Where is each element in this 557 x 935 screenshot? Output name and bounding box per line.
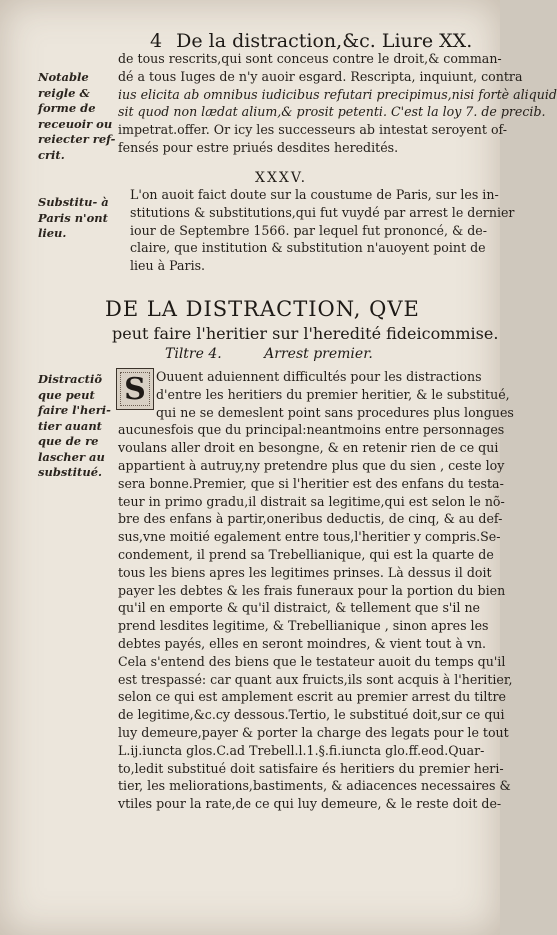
margin-note-distraction: Distractiõ que peut faire l'heri- tier auant que de re lascher au substitué.	[38, 372, 111, 479]
chapter-title: DE LA DISTRACTION, QVE	[105, 297, 420, 321]
page-header	[150, 30, 480, 52]
tiltre-label: Tiltre 4.	[165, 346, 222, 362]
section-numeral: XXXV.	[255, 170, 308, 186]
text-line: stitutions & substitutions,qui fut vuydé par arrest le dernier	[130, 204, 515, 220]
dropcap-initial: S	[116, 368, 154, 410]
chapter-subtitle: peut faire l'heritier sur l'heredité fideicommise.	[112, 324, 499, 343]
running-title: De la distraction,&c. Liure XX.	[176, 30, 473, 52]
text-line: ius elicita ab omnibus iudicibus refutari precipimus,nisi fortè aliquid	[118, 86, 557, 102]
margin-note-notable-rule: Notable reigle & forme de receuoir ou reiecter ref- crit.	[38, 70, 116, 162]
text-line: voulans aller droit en besongne, & en retenir rien de ce qui	[118, 440, 499, 456]
text-line: qu'il en emporte & qu'il distraict, & tellement que s'il ne	[118, 600, 481, 616]
paragraph-rescripts	[118, 50, 557, 157]
text-line: L'on auoit faict doute sur la coustume de Paris, sur les in-	[130, 187, 499, 202]
text-line: Cela s'entend des biens que le testateur auoit du temps qu'il	[118, 653, 506, 669]
paragraph-paris-custom	[118, 186, 515, 275]
text-line: to,ledit substitué doit satisfaire és heritiers du premier heri-	[118, 760, 504, 776]
text-line: bre des enfans à partir,oneribus deductis, de cinq, & au def-	[118, 511, 503, 527]
text-line: sera bonne.Premier, que si l'heritier est des enfans du testa-	[118, 475, 504, 491]
text-line: aucunesfois que du principal:neantmoins entre personnages	[118, 422, 505, 438]
text-line: dé a tous Iuges de n'y auoir esgard. Rescripta, inquiunt, contra	[118, 68, 523, 84]
title-tiltre-line	[165, 346, 495, 362]
page-number: 4	[150, 30, 163, 52]
text-line: payer les debtes & les frais funeraux pour la portion du bien	[118, 582, 506, 598]
text-line: L.ij.iuncta glos.C.ad Trebell.l.1.§.fi.iuncta glo.ff.eod.Quar-	[118, 742, 485, 758]
text-line: tous les biens apres les legitimes prinses. Là dessus il doit	[118, 564, 492, 580]
arrest-label: Arrest premier.	[264, 346, 373, 362]
text-line: iour de Septembre 1566. par lequel fut prononcé, & de-	[130, 222, 487, 238]
text-line: tier, les meliorations,bastiments, & adiacences necessaires &	[118, 778, 511, 794]
text-line: condement, il prend sa Trebellianique, qui est la quarte de	[118, 546, 494, 562]
text-line: prend lesdites legitime, & Trebellianique , sinon apres les	[118, 618, 489, 634]
text-line: sus,vne moitié egalement entre tous,l'heritier y compris.Se-	[118, 529, 501, 545]
text-line: impetrat.offer. Or icy les successeurs ab intestat seroyent of-	[118, 122, 507, 138]
text-line: vtiles pour la rate,de ce qui luy demeure, & le reste doit de-	[118, 796, 502, 812]
text-line: Ouuent aduiennent difficultés pour les distractions	[156, 369, 482, 384]
text-line: qui ne se demeslent point sans procedures plus longues	[156, 404, 514, 420]
text-line: claire, que institution & substitution n'auoyent point de	[130, 240, 486, 256]
text-line: de tous rescrits,qui sont conceus contre le droit,& comman-	[118, 51, 502, 66]
text-line: d'entre les heritiers du premier heritier, & le substitué,	[156, 386, 510, 402]
text-line: lieu à Paris.	[130, 258, 206, 274]
text-line: de legitime,&c.cy dessous.Tertio, le substitué doit,sur ce qui	[118, 707, 505, 723]
text-line: debtes payés, elles en seront moindres, & vient tout à vn.	[118, 635, 487, 651]
text-line: luy demeure,payer & porter la charge des legats pour le tout	[118, 724, 509, 740]
paragraph-distraction	[118, 368, 514, 813]
text-line: est trespassé: car quant aux fruicts,ils sont acquis à l'heritier,	[118, 671, 513, 687]
text-line: teur in primo gradu,il distrait sa legitime,qui est selon le nõ-	[118, 493, 505, 509]
margin-note-substitutions-paris: Substitu- à Paris n'ont lieu.	[38, 195, 109, 240]
text-line: selon ce qui est amplement escrit au premier arrest du tiltre	[118, 689, 506, 705]
text-line: appartient à autruy,ny pretendre plus que du sien , ceste loy	[118, 457, 505, 473]
text-line: sit quod non lædat alium,& prosit petenti. C'est la loy 7. de precib.	[118, 104, 546, 120]
text-line: fensés pour estre priués desdites heredités.	[118, 139, 399, 155]
